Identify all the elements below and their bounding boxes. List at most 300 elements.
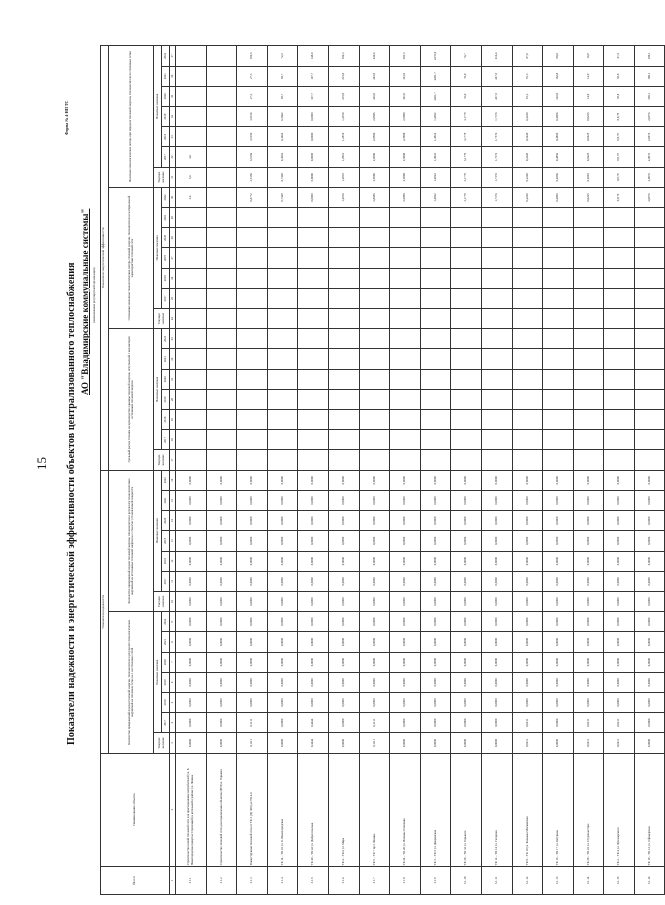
table-cell [512,288,543,308]
table-cell: 0,0000 [451,591,482,611]
table-cell [420,208,451,228]
table-cell: 0,2220 [512,107,543,127]
table-cell [206,248,237,268]
table-cell: 0,4772 [237,187,268,207]
table-row [328,46,359,895]
table-cell [512,329,543,349]
object-name: ТК 15 – ТК 17 ул. Батурина [543,753,574,866]
table-row [420,46,451,895]
table-cell: 0,0000 [481,591,512,611]
table-cell [390,208,421,228]
table-cell: 0,0000 [359,490,390,510]
table-cell: 0,0000 [390,531,421,551]
table-cell: 0,0000 [328,591,359,611]
table-cell: 0,0000 [512,551,543,571]
table-cell: 0,0000 [298,612,329,632]
table-cell: 0,0225 [573,167,604,187]
table-cell: 108,1 [634,86,665,106]
table-cell: 0,0000 [298,470,329,490]
row-number: 3.1.9 [420,866,451,894]
table-cell [390,329,421,349]
col-number: 7 [170,652,176,672]
table-cell [543,228,574,248]
table-cell [175,389,206,409]
table-cell [206,430,237,450]
table-cell: 0,0000 [543,652,574,672]
row-number: 3.1.7 [359,866,390,894]
table-cell: 0,0000 [420,733,451,753]
table-cell [634,228,665,248]
table-cell: 0,0000 [604,571,635,591]
table-cell: 1,7376 [481,147,512,167]
table-cell: 0,0000 [573,571,604,591]
table-cell: 1,4922 [420,147,451,167]
col-number: 9 [170,612,176,632]
row-number: 3.1.2 [206,866,237,894]
company-note: (наименование регулируемой организации) [92,267,96,323]
table-cell: 0,0000 [175,591,206,611]
col-header-year: 2019 [161,531,170,551]
table-cell [206,410,237,430]
table-cell: 0,0000 [175,632,206,652]
table-cell [237,410,268,430]
col-header-year: 2018 [161,268,170,288]
table-cell [390,349,421,369]
table-cell [175,46,206,67]
table-cell: 0,4856 [543,147,574,167]
table-cell: 0,0000 [267,511,298,531]
table-cell: 3,6 [175,187,206,207]
table-cell: 0,0000 [420,713,451,733]
table-cell: 2261,7 [420,86,451,106]
col-header-year: 2020 [161,511,170,531]
col-header-year: 2022 [161,46,170,67]
col-header-year: 2018 [161,127,170,147]
table-cell: 0,0000 [543,713,574,733]
table-cell [573,228,604,248]
col-number: 27 [170,248,176,268]
table-cell: 0,0000 [390,490,421,510]
table-cell [573,450,604,470]
table-cell: 2,5988 [390,167,421,187]
table-cell [390,450,421,470]
table-cell: 0,0000 [451,612,482,632]
table-cell: 0,4444 [298,733,329,753]
row-number: 3.1.6 [328,866,359,894]
table-cell: 0,0000 [543,571,574,591]
table-cell: 0,2220 [512,127,543,147]
table-cell: 0,0000 [573,511,604,531]
table-cell: 0,0000 [328,511,359,531]
table-cell: 3,1779 [451,127,482,147]
table-cell: 2276,0 [420,46,451,67]
col-number: 30 [170,187,176,207]
col-header-year: 2021 [161,632,170,652]
col-header-n: № п/п [101,866,170,894]
table-row [298,46,329,895]
table-cell: 0,0000 [573,632,604,652]
table-cell: 0,0000 [206,511,237,531]
table-cell [298,288,329,308]
table-cell: 2,8586 [359,127,390,147]
table-cell: 1,7376 [481,127,512,147]
table-cell [573,430,604,450]
table-cell: 2,5988 [390,147,421,167]
table-cell: 0,0000 [451,511,482,531]
table-cell: 0,0000 [298,107,329,127]
table-cell [420,389,451,409]
table-cell [420,268,451,288]
col-header-plan: Плановые значения [154,612,162,733]
row-number: 3.1.11 [481,866,512,894]
col-header-year: 2018 [161,410,170,430]
table-cell: 0,1111 [237,713,268,733]
table-cell: 3,1779 [451,167,482,187]
table-cell: 0,9,79 [604,167,635,187]
table-row [573,46,604,895]
table-cell: 3,1779 [451,107,482,127]
table-cell [206,450,237,470]
table-cell: 0,0000 [604,652,635,672]
table-cell: 247,5 [481,86,512,106]
table-cell [267,228,298,248]
col-number: 23 [170,329,176,349]
col-number: 3 [170,733,176,753]
table-cell [481,369,512,389]
table-cell: 0,0000 [328,531,359,551]
col-number: 31 [170,167,176,187]
table-cell: 0,0000 [328,652,359,672]
col-number: 19 [170,410,176,430]
table-cell: 0,0000 [512,652,543,672]
table-cell: 2,8586 [359,107,390,127]
col-header-year: 2021 [161,208,170,228]
table-cell: 0,0000 [237,490,268,510]
table-cell: 0,0000 [175,612,206,632]
table-cell: 0,0000 [359,511,390,531]
col-number: 20 [170,389,176,409]
table-cell: 220,6 [359,46,390,67]
table-cell: 0,0000 [543,612,574,632]
table-cell: 0,0000 [512,672,543,692]
table-cell [328,430,359,450]
table-cell: 0,0000 [298,591,329,611]
table-cell: 0,0000 [267,713,298,733]
col-header-year: 2017 [161,571,170,591]
table-row [604,46,635,895]
table-cell [604,410,635,430]
table-cell [298,208,329,228]
table-cell: 148,0 [298,46,329,67]
table-cell [206,329,237,349]
table-cell [175,430,206,450]
table-cell: 216,4 [481,46,512,67]
table-cell: 3,6 [175,167,206,187]
col-number: 29 [170,208,176,228]
table-cell: 109,1 [634,46,665,67]
table-cell: 0,0000 [604,612,635,632]
table-cell [512,268,543,288]
table-cell: 0,1111 [237,733,268,753]
table-cell: 2,0076 [634,127,665,147]
table-cell: 0,0000 [512,531,543,551]
table-cell [175,107,206,127]
table-cell: 0,0000 [298,127,329,147]
object-name: ТК 24 – ТК 26 ул. Полины Осипенко [390,753,421,866]
table-cell: 0,0000 [298,187,329,207]
table-cell: 14,9 [573,66,604,86]
col-number: 1 [170,866,176,894]
col-number: 24 [170,309,176,329]
table-cell: 0,0000 [206,692,237,712]
table-cell [634,329,665,349]
table-cell: 0,0000 [634,511,665,531]
table-cell: 0,9,79 [604,147,635,167]
table-cell [573,410,604,430]
table-cell: 0,0000 [420,692,451,712]
table-cell: 0,0000 [237,632,268,652]
table-cell [604,349,635,369]
table-cell: 0,0000 [267,531,298,551]
table-cell: 0,0000 [634,490,665,510]
table-cell: 0,0000 [481,612,512,632]
table-cell: 0,0000 [237,652,268,672]
table-cell: 0,0211 [512,713,543,733]
table-cell [543,208,574,228]
object-name: ТК 10 – ТК 12 ул. Офицерская [634,753,665,866]
table-cell: 0,0000 [420,490,451,510]
table-cell: 0,9,79 [604,107,635,127]
table-cell: 303,3 [390,46,421,67]
object-name: Строительство новой тепловой сети для присоединения потребителей ул. Б. Нижегородская (квартал Стрелецкой) к котельной в районе ул. Ленина [175,753,206,866]
table-cell: 361,9 [390,66,421,86]
table-cell: 91,3 [512,66,543,86]
table-cell [543,430,574,450]
table-cell: 1,2910 [328,147,359,167]
table-cell [175,228,206,248]
table-cell: 0,0000 [328,713,359,733]
table-cell [481,248,512,268]
table-cell [634,450,665,470]
table-cell: 0,0211 [604,733,635,753]
table-row [451,46,482,895]
table-cell [451,430,482,450]
col-number: 4 [170,713,176,733]
table-cell [359,268,390,288]
col-header-year: 2021 [161,349,170,369]
table-cell [604,389,635,409]
form-label: Форма № 4-НП ТС [64,100,69,135]
table-cell [328,309,359,329]
table-cell: 1,7376 [481,167,512,187]
table-cell: 0,0000 [206,571,237,591]
table-cell: 0,0000 [451,571,482,591]
table-cell: 0,0000 [604,672,635,692]
table-cell: 0,4856 [543,107,574,127]
table-cell [237,450,268,470]
table-cell: 0,0000 [359,692,390,712]
table-cell: 1,7376 [481,107,512,127]
table-cell [512,228,543,248]
object-name: ТК 5 – ТК 7 пр-т Ленина [359,753,390,866]
col-number: 17 [170,450,176,470]
table-cell [634,208,665,228]
table-cell: 6,3662 [267,127,298,147]
table-cell: 6,3662 [267,147,298,167]
table-cell: 0,0000 [634,612,665,632]
object-name: ТК 2 – ТК 4 ул. Луначарского [604,753,635,866]
table-cell: 0,0000 [573,551,604,571]
table-cell: 0,0000 [481,672,512,692]
table-cell: 0,0211 [604,713,635,733]
company-name: АО "Владимирские коммунальные системы" [80,208,90,395]
table-cell [206,127,237,147]
table-cell: 1,4922 [420,167,451,187]
table-cell [359,248,390,268]
table-cell: 0,0000 [237,551,268,571]
table-cell: 0,0000 [328,692,359,712]
table-cell [175,288,206,308]
table-cell: 0,0000 [390,612,421,632]
table-cell [573,208,604,228]
col-header-group-3: Удельный расход топлива на производство единицы тепловой энергии, отпускаемой с коллекторов источников тепловой энергии [108,329,154,470]
table-cell [175,248,206,268]
object-name: ТК 8 – ТК 10 ул. Большая Московская [512,753,543,866]
table-cell: 0,0000 [298,531,329,551]
table-cell: 0,0000 [634,632,665,652]
table-cell [359,389,390,409]
table-cell: 0,0000 [390,511,421,531]
col-header-plan: Плановые значения [154,329,162,450]
table-cell: 0,0000 [543,470,574,490]
table-cell: 0,0000 [512,591,543,611]
table-cell: 0,0000 [573,470,604,490]
table-cell [206,389,237,409]
table-cell [451,410,482,430]
col-number: 2 [170,753,176,866]
table-cell: 0,0000 [512,632,543,652]
table-cell: 0,0000 [359,571,390,591]
table-cell [206,369,237,389]
table-cell: 0,0225 [573,127,604,147]
table-cell: 0,0000 [634,470,665,490]
col-header-year: 2020 [161,228,170,248]
table-cell [543,389,574,409]
table-cell [634,349,665,369]
table-cell [543,410,574,430]
table-cell: 0,0000 [420,531,451,551]
table-cell [298,430,329,450]
table-cell: 0,0000 [175,713,206,733]
table-cell: 3,1779 [451,147,482,167]
table-cell [451,228,482,248]
table-cell [512,349,543,369]
table-cell: 0,0000 [359,612,390,632]
table-cell [359,410,390,430]
table-cell: 0,4856 [543,167,574,187]
table-cell: 1,4922 [420,187,451,207]
row-number: 3.1.15 [604,866,635,894]
table-cell [481,349,512,369]
row-number: 3.1.14 [573,866,604,894]
col-header-year: 2021 [161,66,170,86]
table-cell [634,288,665,308]
table-cell: 0,0000 [543,591,574,611]
table-cell [420,369,451,389]
table-cell [451,450,482,470]
table-cell [512,389,543,409]
col-number: 15 [170,490,176,510]
table-cell: 0,0000 [328,612,359,632]
col-header-plan: Плановые значения [154,46,162,168]
col-header-year: 2020 [161,652,170,672]
table-cell: 0,0000 [267,591,298,611]
table-cell: 0,7429 [267,187,298,207]
table-cell: 1,2910 [328,167,359,187]
table-cell [543,268,574,288]
table-cell [175,309,206,329]
table-cell: 2,0076 [634,107,665,127]
table-cell: 0,0000 [481,733,512,753]
table-cell [267,430,298,450]
table-cell [206,46,237,67]
table-cell: 0,0000 [543,632,574,652]
table-cell [420,309,451,329]
table-cell: 1,2910 [328,107,359,127]
table-cell: 0,0000 [267,571,298,591]
table-cell [481,430,512,450]
table-cell: 192,5 [237,46,268,67]
table-cell: 0,0211 [573,713,604,733]
table-cell [390,288,421,308]
table-cell: 0,0000 [451,672,482,692]
table-cell: 0,1111 [359,713,390,733]
table-cell [206,288,237,308]
table-cell [604,248,635,268]
col-header-year: 2017 [161,713,170,733]
table-cell: 0,0000 [451,652,482,672]
table-cell: 0,0000 [512,490,543,510]
table-cell: 0,0000 [267,632,298,652]
table-cell: 0,0000 [573,612,604,632]
table-cell: 0,0000 [359,672,390,692]
table-cell: 0,0000 [512,612,543,632]
row-number: 3.1.10 [451,866,482,894]
table-cell [604,450,635,470]
table-cell: 0,0000 [175,672,206,692]
table-cell [237,309,268,329]
table-cell [604,268,635,288]
table-cell: 0,0000 [573,652,604,672]
table-cell: 27,3 [237,86,268,106]
col-number: 36 [170,66,176,86]
object-name: Строительство тепловой сети для подключения объектов ЦТП ул. Горького [206,753,237,866]
table-cell [573,389,604,409]
table-cell: 0,7429 [267,167,298,187]
table-cell [420,288,451,308]
table-row [390,46,421,895]
table-cell: 0,0000 [298,672,329,692]
table-cell [543,309,574,329]
table-cell [573,309,604,329]
table-cell [237,208,268,228]
table-cell [390,369,421,389]
table-cell: 2,8586 [359,167,390,187]
table-cell: 2,8586 [359,147,390,167]
table-cell: 0,0000 [451,713,482,733]
table-cell: 0,0000 [543,511,574,531]
table-cell [267,349,298,369]
